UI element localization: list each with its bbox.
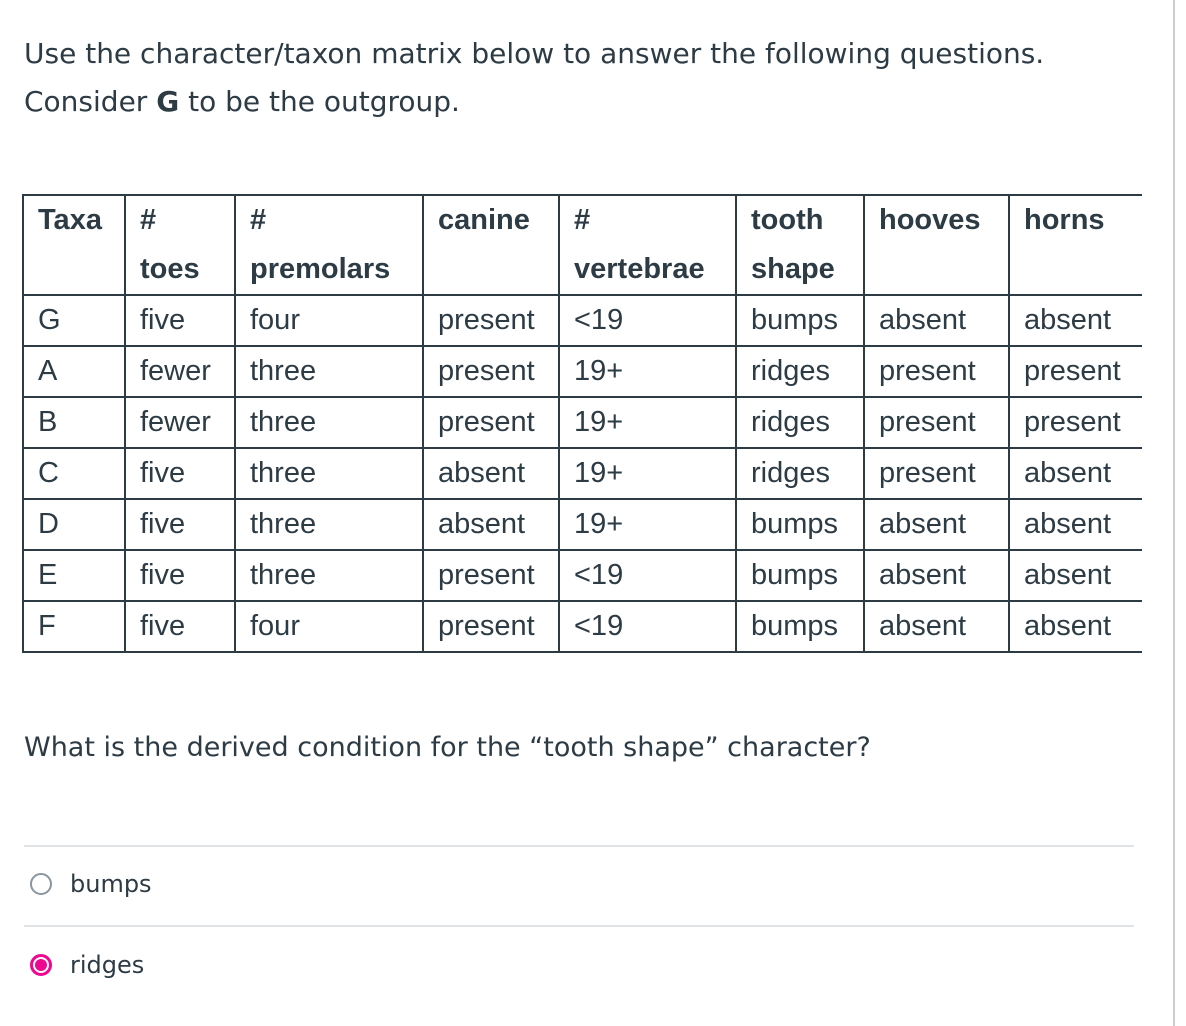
answer-label: ridges xyxy=(70,951,145,979)
cell-toes: fewer xyxy=(125,397,235,448)
intro-line-2 xyxy=(24,78,1124,126)
answer-divider xyxy=(24,845,1134,847)
cell-tooth-shape: bumps xyxy=(736,601,864,652)
answer-option-ridges[interactable] xyxy=(30,945,144,985)
cell-canine: absent xyxy=(423,499,559,550)
intro-line-2-post: to be the outgroup. xyxy=(179,85,460,118)
cell-toes: fewer xyxy=(125,346,235,397)
cell-hooves: present xyxy=(864,346,1009,397)
page-right-border xyxy=(1173,0,1175,1026)
header-vertebrae: # vertebrae xyxy=(559,195,736,295)
cell-hooves: present xyxy=(864,448,1009,499)
cell-premolars: three xyxy=(235,397,423,448)
question-text: What is the derived condition for the “tooth shape” character? xyxy=(24,732,871,763)
cell-tooth-shape: ridges xyxy=(736,346,864,397)
header-toes: # toes xyxy=(125,195,235,295)
question-intro xyxy=(24,30,1124,126)
cell-premolars: three xyxy=(235,346,423,397)
taxon-cell: C xyxy=(23,448,125,499)
table-row xyxy=(23,346,1142,397)
cell-vertebrae: <19 xyxy=(559,550,736,601)
taxon-cell: B xyxy=(23,397,125,448)
cell-vertebrae: <19 xyxy=(559,295,736,346)
cell-canine: present xyxy=(423,601,559,652)
cell-premolars: three xyxy=(235,550,423,601)
cell-hooves: absent xyxy=(864,550,1009,601)
table-row xyxy=(23,601,1142,652)
intro-line-2-pre: Consider xyxy=(24,85,157,118)
cell-toes: five xyxy=(125,601,235,652)
cell-horns: present xyxy=(1009,397,1142,448)
outgroup-label: G xyxy=(156,85,180,118)
table-row xyxy=(23,550,1142,601)
cell-vertebrae: 19+ xyxy=(559,448,736,499)
cell-horns: absent xyxy=(1009,295,1142,346)
header-horns: horns xyxy=(1009,195,1142,295)
answer-label: bumps xyxy=(70,870,152,898)
cell-tooth-shape: ridges xyxy=(736,448,864,499)
cell-hooves: present xyxy=(864,397,1009,448)
cell-canine: present xyxy=(423,397,559,448)
cell-canine: present xyxy=(423,550,559,601)
cell-horns: absent xyxy=(1009,550,1142,601)
cell-hooves: absent xyxy=(864,601,1009,652)
cell-tooth-shape: bumps xyxy=(736,550,864,601)
cell-horns: absent xyxy=(1009,601,1142,652)
cell-toes: five xyxy=(125,499,235,550)
intro-line-1: Use the character/taxon matrix below to answer the following questions. xyxy=(24,37,1045,70)
header-premolars: # premolars xyxy=(235,195,423,295)
cell-horns: absent xyxy=(1009,499,1142,550)
cell-horns: present xyxy=(1009,346,1142,397)
cell-tooth-shape: bumps xyxy=(736,295,864,346)
cell-canine: present xyxy=(423,295,559,346)
cell-premolars: four xyxy=(235,601,423,652)
matrix-header-row xyxy=(23,195,1142,295)
radio-selected-icon[interactable] xyxy=(30,954,52,976)
character-taxon-matrix xyxy=(22,194,1142,653)
table-row xyxy=(23,397,1142,448)
header-tooth-shape: tooth shape xyxy=(736,195,864,295)
cell-horns: absent xyxy=(1009,448,1142,499)
cell-vertebrae: <19 xyxy=(559,601,736,652)
cell-toes: five xyxy=(125,295,235,346)
cell-vertebrae: 19+ xyxy=(559,346,736,397)
cell-toes: five xyxy=(125,448,235,499)
taxon-cell: G xyxy=(23,295,125,346)
taxon-cell: D xyxy=(23,499,125,550)
radio-unselected-icon[interactable] xyxy=(30,873,52,895)
answer-divider xyxy=(24,925,1134,927)
cell-canine: absent xyxy=(423,448,559,499)
cell-hooves: absent xyxy=(864,499,1009,550)
header-taxa: Taxa xyxy=(23,195,125,295)
header-hooves: hooves xyxy=(864,195,1009,295)
cell-vertebrae: 19+ xyxy=(559,499,736,550)
cell-premolars: three xyxy=(235,448,423,499)
cell-tooth-shape: ridges xyxy=(736,397,864,448)
cell-tooth-shape: bumps xyxy=(736,499,864,550)
cell-vertebrae: 19+ xyxy=(559,397,736,448)
taxon-cell: A xyxy=(23,346,125,397)
taxon-cell: F xyxy=(23,601,125,652)
table-row xyxy=(23,499,1142,550)
cell-canine: present xyxy=(423,346,559,397)
cell-premolars: three xyxy=(235,499,423,550)
answer-option-bumps[interactable] xyxy=(30,864,152,904)
cell-toes: five xyxy=(125,550,235,601)
cell-premolars: four xyxy=(235,295,423,346)
table-row xyxy=(23,448,1142,499)
header-canine: canine xyxy=(423,195,559,295)
taxon-cell: E xyxy=(23,550,125,601)
cell-hooves: absent xyxy=(864,295,1009,346)
table-row xyxy=(23,295,1142,346)
